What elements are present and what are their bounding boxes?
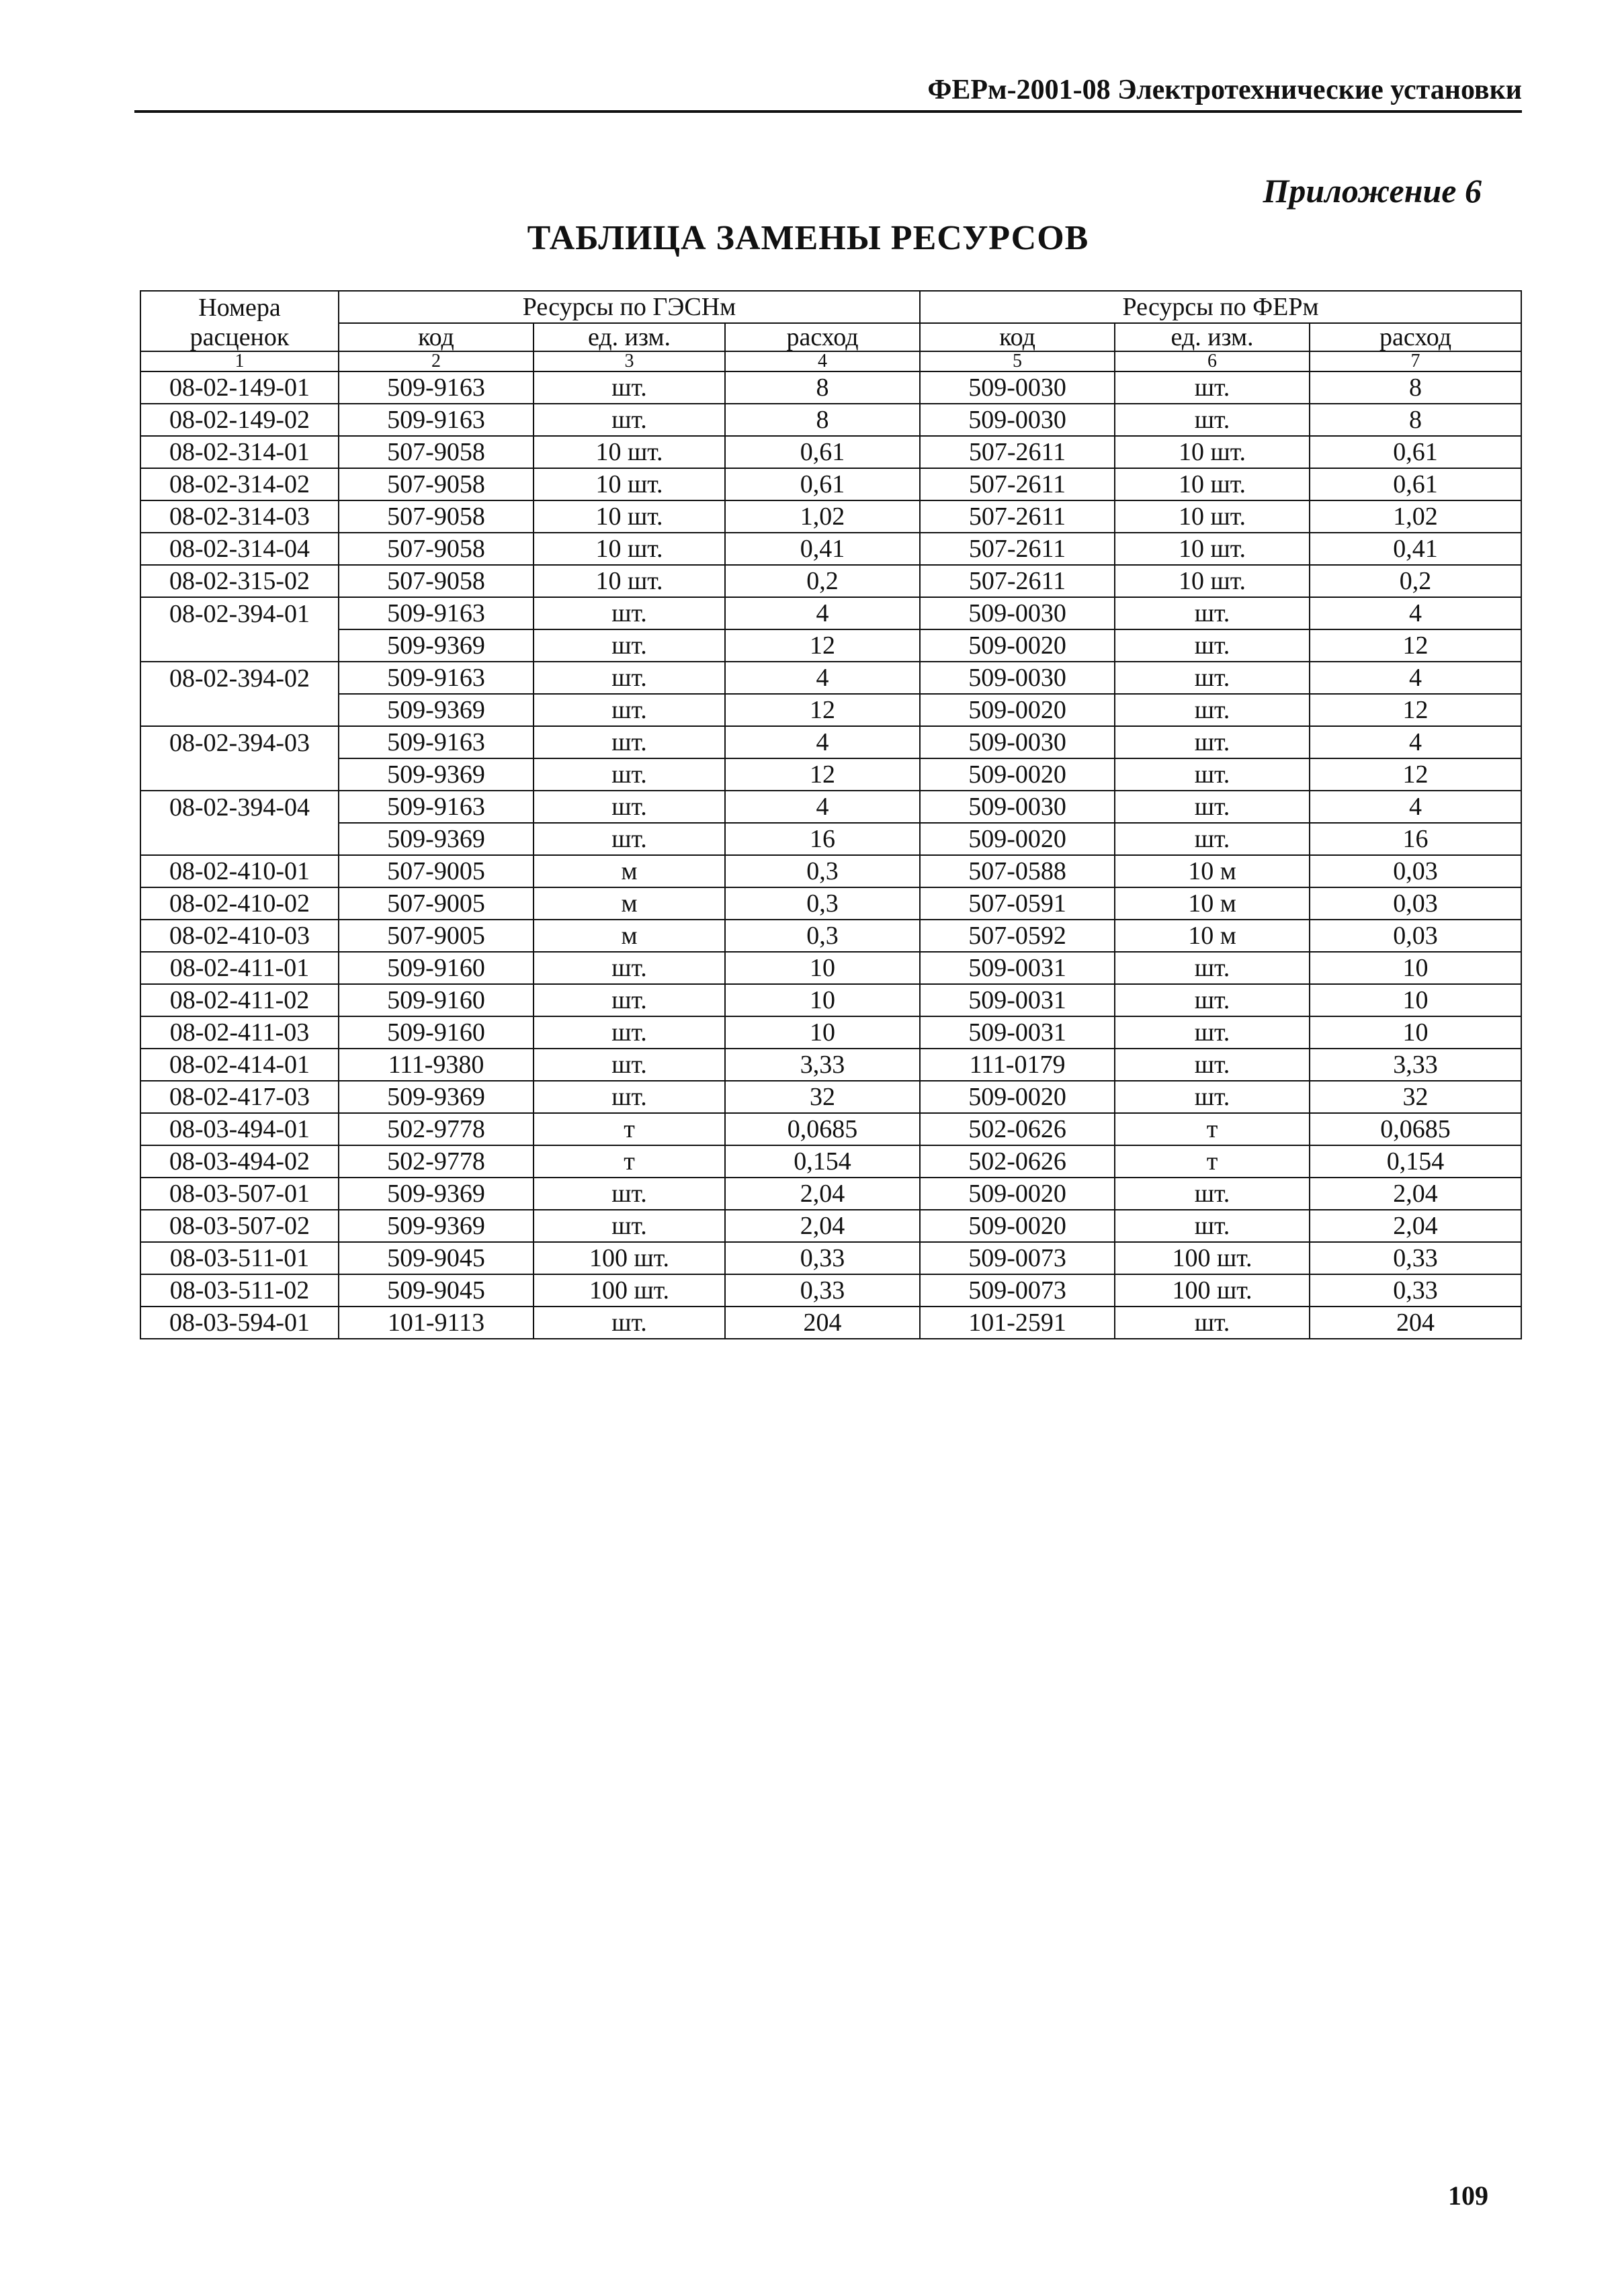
- rate-number: 08-02-314-03: [140, 500, 339, 533]
- ferm-unit: шт.: [1115, 791, 1310, 823]
- resource-replacement-table: [140, 290, 1522, 1339]
- header-ferm-code: код: [920, 323, 1115, 351]
- gesn-amount: 8: [725, 404, 920, 436]
- gesn-code: 509-9369: [339, 758, 534, 791]
- table-row: [140, 823, 1521, 855]
- ferm-amount: 3,33: [1310, 1049, 1521, 1081]
- rate-number: 08-02-411-03: [140, 1016, 339, 1049]
- gesn-amount: 8: [725, 371, 920, 404]
- rate-number: 08-02-411-02: [140, 984, 339, 1016]
- ferm-amount: 32: [1310, 1081, 1521, 1113]
- ferm-unit: шт.: [1115, 1016, 1310, 1049]
- table-row: [140, 791, 1521, 823]
- table-row: [140, 1178, 1521, 1210]
- header-gesn-code: код: [339, 323, 534, 351]
- ferm-unit: шт.: [1115, 984, 1310, 1016]
- gesn-amount: 10: [725, 1016, 920, 1049]
- header-gesn-group: Ресурсы по ГЭСНм: [339, 291, 920, 323]
- rate-number: 08-02-414-01: [140, 1049, 339, 1081]
- ferm-code: 502-0626: [920, 1145, 1115, 1178]
- ferm-unit: 10 шт.: [1115, 436, 1310, 468]
- gesn-unit: шт.: [534, 404, 725, 436]
- gesn-unit: шт.: [534, 629, 725, 662]
- gesn-amount: 0,154: [725, 1145, 920, 1178]
- rate-number: 08-02-149-02: [140, 404, 339, 436]
- gesn-code: 509-9369: [339, 1178, 534, 1210]
- gesn-code: 507-9058: [339, 468, 534, 500]
- rate-number: [140, 823, 339, 855]
- gesn-code: 509-9163: [339, 662, 534, 694]
- ferm-code: 507-2611: [920, 533, 1115, 565]
- gesn-unit: шт.: [534, 662, 725, 694]
- gesn-amount: 4: [725, 791, 920, 823]
- ferm-amount: 12: [1310, 758, 1521, 791]
- gesn-unit: т: [534, 1145, 725, 1178]
- rate-number: 08-03-594-01: [140, 1307, 339, 1339]
- table-row: [140, 371, 1521, 404]
- gesn-code: 101-9113: [339, 1307, 534, 1339]
- column-number: 5: [920, 351, 1115, 371]
- table-row: [140, 1049, 1521, 1081]
- ferm-amount: 12: [1310, 629, 1521, 662]
- gesn-amount: 4: [725, 597, 920, 629]
- ferm-amount: 12: [1310, 694, 1521, 726]
- table-row: [140, 694, 1521, 726]
- rate-number: 08-02-394-02: [140, 662, 339, 694]
- column-numbers-row: [140, 351, 1521, 371]
- header-gesn-amount: расход: [725, 323, 920, 351]
- ferm-amount: 0,41: [1310, 533, 1521, 565]
- table-row: [140, 629, 1521, 662]
- ferm-unit: шт.: [1115, 1210, 1310, 1242]
- ferm-amount: 0,61: [1310, 436, 1521, 468]
- gesn-unit: 10 шт.: [534, 468, 725, 500]
- gesn-unit: 10 шт.: [534, 500, 725, 533]
- gesn-unit: шт.: [534, 952, 725, 984]
- ferm-code: 507-2611: [920, 468, 1115, 500]
- appendix-label: Приложение 6: [1263, 172, 1482, 210]
- column-number: 3: [534, 351, 725, 371]
- ferm-amount: 10: [1310, 1016, 1521, 1049]
- gesn-amount: 0,0685: [725, 1113, 920, 1145]
- gesn-amount: 204: [725, 1307, 920, 1339]
- ferm-unit: т: [1115, 1145, 1310, 1178]
- rate-number: 08-03-507-02: [140, 1210, 339, 1242]
- header-gesn-unit: ед. изм.: [534, 323, 725, 351]
- ferm-unit: 10 шт.: [1115, 468, 1310, 500]
- gesn-unit: м: [534, 920, 725, 952]
- ferm-amount: 0,2: [1310, 565, 1521, 597]
- ferm-code: 509-0020: [920, 758, 1115, 791]
- header-row-2: [140, 323, 1521, 351]
- gesn-code: 509-9160: [339, 952, 534, 984]
- ferm-code: 509-0020: [920, 694, 1115, 726]
- ferm-amount: 10: [1310, 984, 1521, 1016]
- table-row: [140, 984, 1521, 1016]
- gesn-amount: 12: [725, 629, 920, 662]
- running-header: ФЕРм-2001-08 Электротехнические установки: [927, 75, 1522, 105]
- gesn-amount: 0,33: [725, 1242, 920, 1274]
- gesn-unit: шт.: [534, 1307, 725, 1339]
- gesn-unit: шт.: [534, 791, 725, 823]
- gesn-amount: 0,33: [725, 1274, 920, 1307]
- table-row: [140, 1081, 1521, 1113]
- table-row: [140, 662, 1521, 694]
- gesn-code: 509-9163: [339, 371, 534, 404]
- gesn-code: 111-9380: [339, 1049, 534, 1081]
- ferm-amount: 1,02: [1310, 500, 1521, 533]
- table-row: [140, 1242, 1521, 1274]
- column-number: 7: [1310, 351, 1521, 371]
- rate-number: 08-03-494-01: [140, 1113, 339, 1145]
- ferm-code: 509-0030: [920, 726, 1115, 758]
- gesn-code: 507-9058: [339, 500, 534, 533]
- ferm-amount: 0,03: [1310, 855, 1521, 887]
- gesn-code: 507-9005: [339, 887, 534, 920]
- rate-number: 08-02-410-01: [140, 855, 339, 887]
- table-row: [140, 758, 1521, 791]
- gesn-amount: 2,04: [725, 1178, 920, 1210]
- table-row: [140, 920, 1521, 952]
- table-body: [140, 371, 1521, 1339]
- ferm-amount: 0,61: [1310, 468, 1521, 500]
- table-row: [140, 1145, 1521, 1178]
- gesn-unit: шт.: [534, 1178, 725, 1210]
- header-rate-numbers-line2: расценок: [140, 323, 339, 351]
- ferm-amount: 0,33: [1310, 1242, 1521, 1274]
- ferm-unit: 10 шт.: [1115, 500, 1310, 533]
- ferm-unit: шт.: [1115, 1307, 1310, 1339]
- ferm-amount: 2,04: [1310, 1178, 1521, 1210]
- gesn-unit: шт.: [534, 694, 725, 726]
- column-number: 1: [140, 351, 339, 371]
- page-number: 109: [1448, 2180, 1488, 2211]
- rate-number: [140, 694, 339, 726]
- ferm-code: 509-0031: [920, 984, 1115, 1016]
- ferm-amount: 4: [1310, 791, 1521, 823]
- gesn-amount: 0,61: [725, 436, 920, 468]
- gesn-amount: 10: [725, 952, 920, 984]
- gesn-code: 509-9369: [339, 1081, 534, 1113]
- gesn-unit: шт.: [534, 371, 725, 404]
- table-row: [140, 952, 1521, 984]
- gesn-amount: 0,3: [725, 887, 920, 920]
- gesn-unit: шт.: [534, 597, 725, 629]
- gesn-code: 507-9058: [339, 565, 534, 597]
- gesn-code: 509-9163: [339, 791, 534, 823]
- gesn-amount: 0,3: [725, 920, 920, 952]
- ferm-unit: 100 шт.: [1115, 1274, 1310, 1307]
- ferm-code: 509-0020: [920, 1178, 1115, 1210]
- ferm-unit: 10 м: [1115, 855, 1310, 887]
- rate-number: 08-02-411-01: [140, 952, 339, 984]
- gesn-unit: шт.: [534, 823, 725, 855]
- gesn-code: 509-9369: [339, 629, 534, 662]
- table-row: [140, 500, 1521, 533]
- ferm-unit: шт.: [1115, 1049, 1310, 1081]
- ferm-amount: 0,03: [1310, 887, 1521, 920]
- gesn-unit: м: [534, 887, 725, 920]
- gesn-amount: 4: [725, 662, 920, 694]
- rate-number: 08-02-314-02: [140, 468, 339, 500]
- rate-number: 08-02-410-03: [140, 920, 339, 952]
- ferm-unit: 100 шт.: [1115, 1242, 1310, 1274]
- gesn-code: 507-9058: [339, 533, 534, 565]
- ferm-unit: шт.: [1115, 371, 1310, 404]
- rate-number: 08-02-394-01: [140, 597, 339, 629]
- table-row: [140, 1113, 1521, 1145]
- gesn-code: 507-9005: [339, 855, 534, 887]
- ferm-amount: 10: [1310, 952, 1521, 984]
- ferm-unit: 10 шт.: [1115, 533, 1310, 565]
- gesn-amount: 16: [725, 823, 920, 855]
- ferm-unit: шт.: [1115, 404, 1310, 436]
- gesn-amount: 0,3: [725, 855, 920, 887]
- ferm-code: 509-0030: [920, 371, 1115, 404]
- table-row: [140, 436, 1521, 468]
- gesn-code: 509-9163: [339, 726, 534, 758]
- ferm-unit: шт.: [1115, 1081, 1310, 1113]
- header-rate-numbers-line1: Номера: [140, 291, 339, 323]
- gesn-code: 509-9045: [339, 1274, 534, 1307]
- ferm-code: 507-0588: [920, 855, 1115, 887]
- ferm-code: 509-0030: [920, 791, 1115, 823]
- ferm-amount: 0,03: [1310, 920, 1521, 952]
- ferm-code: 509-0030: [920, 597, 1115, 629]
- rate-number: 08-03-494-02: [140, 1145, 339, 1178]
- ferm-code: 101-2591: [920, 1307, 1115, 1339]
- ferm-unit: шт.: [1115, 597, 1310, 629]
- gesn-amount: 0,2: [725, 565, 920, 597]
- gesn-code: 507-9058: [339, 436, 534, 468]
- rate-number: [140, 629, 339, 662]
- gesn-unit: м: [534, 855, 725, 887]
- rate-number: 08-02-410-02: [140, 887, 339, 920]
- gesn-unit: 10 шт.: [534, 436, 725, 468]
- gesn-code: 509-9369: [339, 694, 534, 726]
- column-number: 4: [725, 351, 920, 371]
- gesn-code: 509-9160: [339, 984, 534, 1016]
- column-number: 2: [339, 351, 534, 371]
- header-ferm-amount: расход: [1310, 323, 1521, 351]
- ferm-amount: 0,154: [1310, 1145, 1521, 1178]
- gesn-unit: шт.: [534, 1049, 725, 1081]
- gesn-amount: 10: [725, 984, 920, 1016]
- table-row: [140, 887, 1521, 920]
- table-row: [140, 1210, 1521, 1242]
- ferm-code: 509-0073: [920, 1274, 1115, 1307]
- gesn-unit: шт.: [534, 1210, 725, 1242]
- gesn-unit: шт.: [534, 984, 725, 1016]
- gesn-unit: 100 шт.: [534, 1242, 725, 1274]
- table-row: [140, 1016, 1521, 1049]
- gesn-code: 502-9778: [339, 1145, 534, 1178]
- ferm-code: 509-0031: [920, 1016, 1115, 1049]
- ferm-code: 509-0031: [920, 952, 1115, 984]
- gesn-code: 509-9369: [339, 1210, 534, 1242]
- gesn-amount: 0,41: [725, 533, 920, 565]
- ferm-code: 507-2611: [920, 436, 1115, 468]
- gesn-amount: 0,61: [725, 468, 920, 500]
- ferm-amount: 8: [1310, 371, 1521, 404]
- table-row: [140, 855, 1521, 887]
- gesn-code: 509-9163: [339, 597, 534, 629]
- gesn-amount: 12: [725, 758, 920, 791]
- table-row: [140, 565, 1521, 597]
- gesn-code: 509-9045: [339, 1242, 534, 1274]
- ferm-code: 509-0020: [920, 823, 1115, 855]
- ferm-code: 509-0020: [920, 629, 1115, 662]
- table-row: [140, 1307, 1521, 1339]
- ferm-unit: шт.: [1115, 662, 1310, 694]
- ferm-unit: шт.: [1115, 629, 1310, 662]
- rate-number: 08-02-149-01: [140, 371, 339, 404]
- ferm-amount: 2,04: [1310, 1210, 1521, 1242]
- column-number: 6: [1115, 351, 1310, 371]
- rate-number: 08-02-315-02: [140, 565, 339, 597]
- rate-number: 08-02-394-03: [140, 726, 339, 758]
- table-row: [140, 404, 1521, 436]
- gesn-unit: 100 шт.: [534, 1274, 725, 1307]
- ferm-amount: 4: [1310, 662, 1521, 694]
- gesn-amount: 4: [725, 726, 920, 758]
- header-ferm-unit: ед. изм.: [1115, 323, 1310, 351]
- ferm-unit: шт.: [1115, 952, 1310, 984]
- gesn-unit: шт.: [534, 758, 725, 791]
- header-rule: [134, 110, 1522, 113]
- table-row: [140, 1274, 1521, 1307]
- gesn-code: 502-9778: [339, 1113, 534, 1145]
- gesn-unit: т: [534, 1113, 725, 1145]
- ferm-unit: 10 м: [1115, 920, 1310, 952]
- ferm-code: 509-0030: [920, 662, 1115, 694]
- gesn-amount: 12: [725, 694, 920, 726]
- gesn-unit: 10 шт.: [534, 533, 725, 565]
- ferm-amount: 4: [1310, 597, 1521, 629]
- table-row: [140, 726, 1521, 758]
- ferm-amount: 4: [1310, 726, 1521, 758]
- ferm-unit: шт.: [1115, 758, 1310, 791]
- header-ferm-group: Ресурсы по ФЕРм: [920, 291, 1521, 323]
- table-row: [140, 533, 1521, 565]
- ferm-amount: 0,0685: [1310, 1113, 1521, 1145]
- ferm-unit: шт.: [1115, 726, 1310, 758]
- ferm-unit: шт.: [1115, 694, 1310, 726]
- ferm-code: 111-0179: [920, 1049, 1115, 1081]
- ferm-code: 509-0030: [920, 404, 1115, 436]
- rate-number: 08-02-314-04: [140, 533, 339, 565]
- ferm-code: 502-0626: [920, 1113, 1115, 1145]
- gesn-code: 509-9163: [339, 404, 534, 436]
- ferm-unit: 10 шт.: [1115, 565, 1310, 597]
- ferm-code: 507-0591: [920, 887, 1115, 920]
- rate-number: 08-03-511-02: [140, 1274, 339, 1307]
- rate-number: 08-03-511-01: [140, 1242, 339, 1274]
- rate-number: 08-02-417-03: [140, 1081, 339, 1113]
- table-row: [140, 597, 1521, 629]
- ferm-unit: 10 м: [1115, 887, 1310, 920]
- ferm-code: 509-0020: [920, 1210, 1115, 1242]
- ferm-code: 509-0073: [920, 1242, 1115, 1274]
- ferm-code: 507-2611: [920, 500, 1115, 533]
- gesn-code: 509-9160: [339, 1016, 534, 1049]
- ferm-amount: 204: [1310, 1307, 1521, 1339]
- rate-number: 08-02-394-04: [140, 791, 339, 823]
- rate-number: 08-02-314-01: [140, 436, 339, 468]
- header-row-1: [140, 291, 1521, 323]
- ferm-unit: шт.: [1115, 1178, 1310, 1210]
- ferm-code: 509-0020: [920, 1081, 1115, 1113]
- gesn-code: 509-9369: [339, 823, 534, 855]
- gesn-unit: шт.: [534, 1081, 725, 1113]
- ferm-unit: шт.: [1115, 823, 1310, 855]
- gesn-unit: шт.: [534, 726, 725, 758]
- gesn-unit: 10 шт.: [534, 565, 725, 597]
- ferm-unit: т: [1115, 1113, 1310, 1145]
- ferm-code: 507-2611: [920, 565, 1115, 597]
- gesn-amount: 3,33: [725, 1049, 920, 1081]
- rate-number: [140, 758, 339, 791]
- rate-number: 08-03-507-01: [140, 1178, 339, 1210]
- ferm-amount: 16: [1310, 823, 1521, 855]
- gesn-unit: шт.: [534, 1016, 725, 1049]
- table-row: [140, 468, 1521, 500]
- ferm-amount: 0,33: [1310, 1274, 1521, 1307]
- ferm-amount: 8: [1310, 404, 1521, 436]
- ferm-code: 507-0592: [920, 920, 1115, 952]
- document-title: ТАБЛИЦА ЗАМЕНЫ РЕСУРСОВ: [527, 219, 1089, 257]
- gesn-code: 507-9005: [339, 920, 534, 952]
- gesn-amount: 32: [725, 1081, 920, 1113]
- gesn-amount: 2,04: [725, 1210, 920, 1242]
- gesn-amount: 1,02: [725, 500, 920, 533]
